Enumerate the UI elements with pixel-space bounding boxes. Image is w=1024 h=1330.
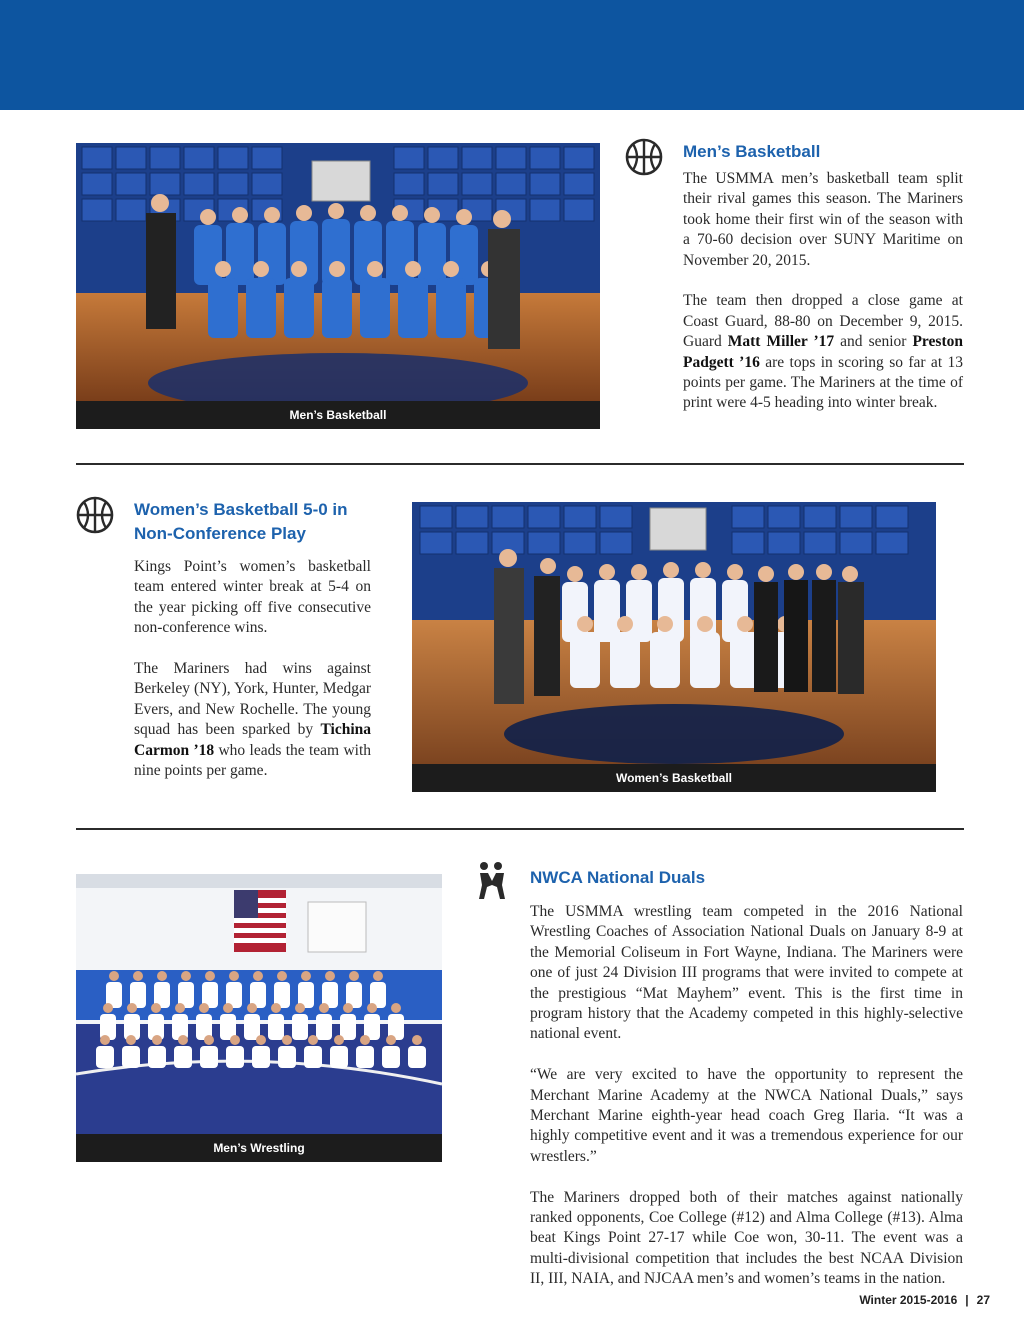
player-name: Tichina Carmon ’18	[134, 721, 371, 759]
article-paragraph: The Mariners dropped both of their matches against nationally ranked opponents, Coe College (#12) and Alma College (#13). Alma beat Kings Point 27-17 while Coe won, 30-11. The event was a multi-divisional competition that includes the best NCAA Division II, III, NAIA, and NJCAA men’s and women’s teams in the nation.	[530, 1188, 963, 1288]
womens-basketball-caption: Women’s Basketball	[412, 764, 936, 792]
player-name: Matt Miller ’17	[727, 333, 835, 351]
footer-separator: |	[965, 1293, 969, 1307]
flag	[234, 890, 286, 952]
wrestling-heading: NWCA National Duals	[530, 868, 706, 887]
article-paragraph: The team then dropped a close game at Coast Guard, 88-80 on December 9, 2015. Guard Matt Miller ’17 and senior Preston Padgett ’16 are tops in scoring so far at 13 points per game. The Mariners at the time of print were 4-5 heading into winter break.	[683, 292, 964, 412]
player-name: Preston Padgett ’16	[683, 333, 963, 371]
wrestlers-icon	[475, 861, 509, 901]
issue-label: Winter 2015-2016	[859, 1293, 958, 1307]
article-paragraph: The USMMA wrestling team competed in the 2016 National Wrestling Coaches of Association National Duals on January 8-9 at the Memorial Coliseum in Fort Wayne, Indiana. The Mariners were one of just 24 Division III programs that were invited to compete at the prestigious “Mat Mayhem” event. This is the first time in program history that the Academy competed in this highly-selective national event.	[530, 903, 963, 1043]
header-banner	[0, 0, 1024, 110]
wrestling-photo	[76, 874, 442, 1162]
mens-basketball-team-image	[76, 143, 600, 401]
mens-basketball-photo	[76, 143, 600, 429]
page-footer	[859, 1293, 990, 1307]
section-divider	[76, 828, 964, 830]
wrestling-article	[530, 902, 963, 1290]
wrestling-team-image	[76, 874, 442, 1134]
womens-basketball-heading: Women’s Basketball 5-0 in Non-Conference Play	[134, 500, 348, 543]
womens-basketball-team-image	[412, 502, 936, 764]
womens-basketball-article	[134, 557, 371, 781]
article-paragraph: Kings Point’s women’s basketball team entered winter break at 5-4 on the year picking off five consecutive non-conference wins.	[134, 558, 371, 637]
section-divider	[76, 463, 964, 465]
mens-basketball-article	[683, 169, 963, 414]
basketball-icon	[624, 137, 664, 177]
womens-basketball-photo	[412, 502, 936, 792]
article-paragraph: The Mariners had wins against Berkeley (NY), York, Hunter, Medgar Evers, and New Rochelle. The young squad has been sparked by Tichina Carmon ’18 who leads the team with nine points per game.	[134, 660, 371, 780]
wrestling-caption: Men’s Wrestling	[76, 1134, 442, 1162]
mens-basketball-caption: Men’s Basketball	[76, 401, 600, 429]
article-paragraph: The USMMA men’s basketball team split their rival games this season. The Mariners took home their first win of the season with a 70-60 decision over SUNY Maritime on November 20, 2015.	[683, 170, 963, 269]
page-number: 27	[976, 1293, 990, 1307]
article-paragraph: “We are very excited to have the opportunity to represent the Merchant Marine Academy at the NWCA National Duals,” says Merchant Marine eighth-year head coach Greg Ilaria. “It was a highly competitive event and it was a tremendous experience for our wrestlers.”	[530, 1066, 963, 1165]
basketball-icon	[75, 495, 115, 535]
mens-basketball-heading: Men’s Basketball	[683, 142, 821, 161]
